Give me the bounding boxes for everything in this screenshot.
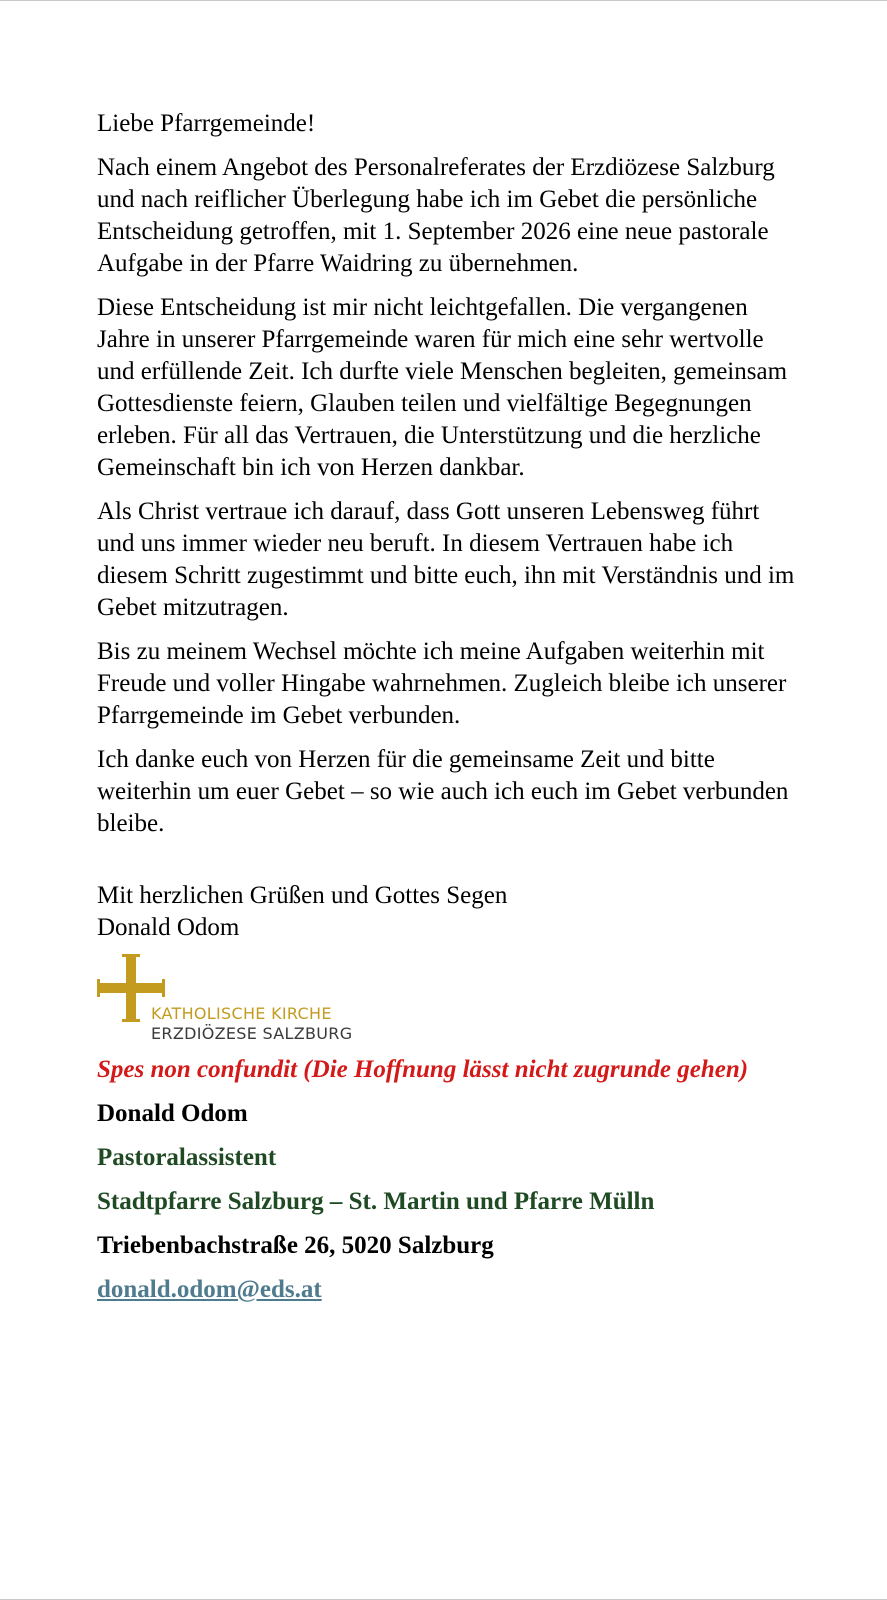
closing-name: Donald Odom bbox=[97, 914, 240, 941]
signature-address: Triebenbachstraße 26, 5020 Salzburg bbox=[97, 1232, 494, 1259]
paragraph-4: Bis zu meinem Wechsel möchte ich meine Aufgaben weiterhin mit Freude und voller Hingabe wahrnehmen. Zugleich bleibe ich unserer Pfarrgemeinde im Gebet verbunden. bbox=[97, 638, 787, 729]
paragraph-2: Diese Entscheidung ist mir nicht leichtgefallen. Die vergangenen Jahre in unserer Pfarrgemeinde waren für mich eine sehr wertvolle und erfüllende Zeit. Ich durfte viele Menschen begleiten, gemeinsam Gottesdienste feiern, Glauben teilen und vielfältige Begegnungen erleben. Für all das Vertrauen, die Unterstützung und die herzliche Gemeinschaft bin ich von Herzen dankbar. bbox=[97, 294, 788, 481]
top-divider bbox=[0, 0, 887, 1]
logo-text bbox=[151, 1004, 352, 1044]
church-logo bbox=[97, 954, 797, 1048]
signature-parish: Stadtpfarre Salzburg – St. Martin und Pfarre Mülln bbox=[97, 1188, 655, 1215]
greeting: Liebe Pfarrgemeinde! bbox=[97, 110, 316, 137]
paragraph-3: Als Christ vertraue ich darauf, dass Gott unseren Lebensweg führt und uns immer wieder neu beruft. In diesem Vertrauen habe ich diesem Schritt zugestimmt und bitte euch, ihn mit Verständnis und im Gebet mitzutragen. bbox=[97, 498, 795, 621]
closing-phrase: Mit herzlichen Grüßen und Gottes Segen bbox=[97, 882, 508, 909]
logo-line-2: ERZDIÖZESE SALZBURG bbox=[151, 1024, 353, 1043]
signature-motto: Spes non confundit (Die Hoffnung lässt nicht zugrunde gehen) bbox=[97, 1056, 749, 1083]
email-link[interactable]: donald.odom@eds.at bbox=[97, 1276, 322, 1303]
signature-role: Pastoralassistent bbox=[97, 1144, 277, 1171]
letter-body bbox=[97, 108, 797, 1306]
closing-block bbox=[97, 880, 797, 944]
logo-line-1: KATHOLISCHE KIRCHE bbox=[151, 1004, 332, 1023]
signature-email-line bbox=[97, 1274, 797, 1306]
paragraph-1: Nach einem Angebot des Personalreferates der Erzdiözese Salzburg und nach reiflicher Überlegung habe ich im Gebet die persönliche Entscheidung getroffen, mit 1. September 2026 eine neue pastorale Aufgabe in der Pfarre Waidring zu übernehmen. bbox=[97, 154, 775, 277]
signature-name: Donald Odom bbox=[97, 1100, 248, 1127]
paragraph-5: Ich danke euch von Herzen für die gemeinsame Zeit und bitte weiterhin um euer Gebet – so wie auch ich euch im Gebet verbunden bleibe. bbox=[97, 746, 789, 837]
